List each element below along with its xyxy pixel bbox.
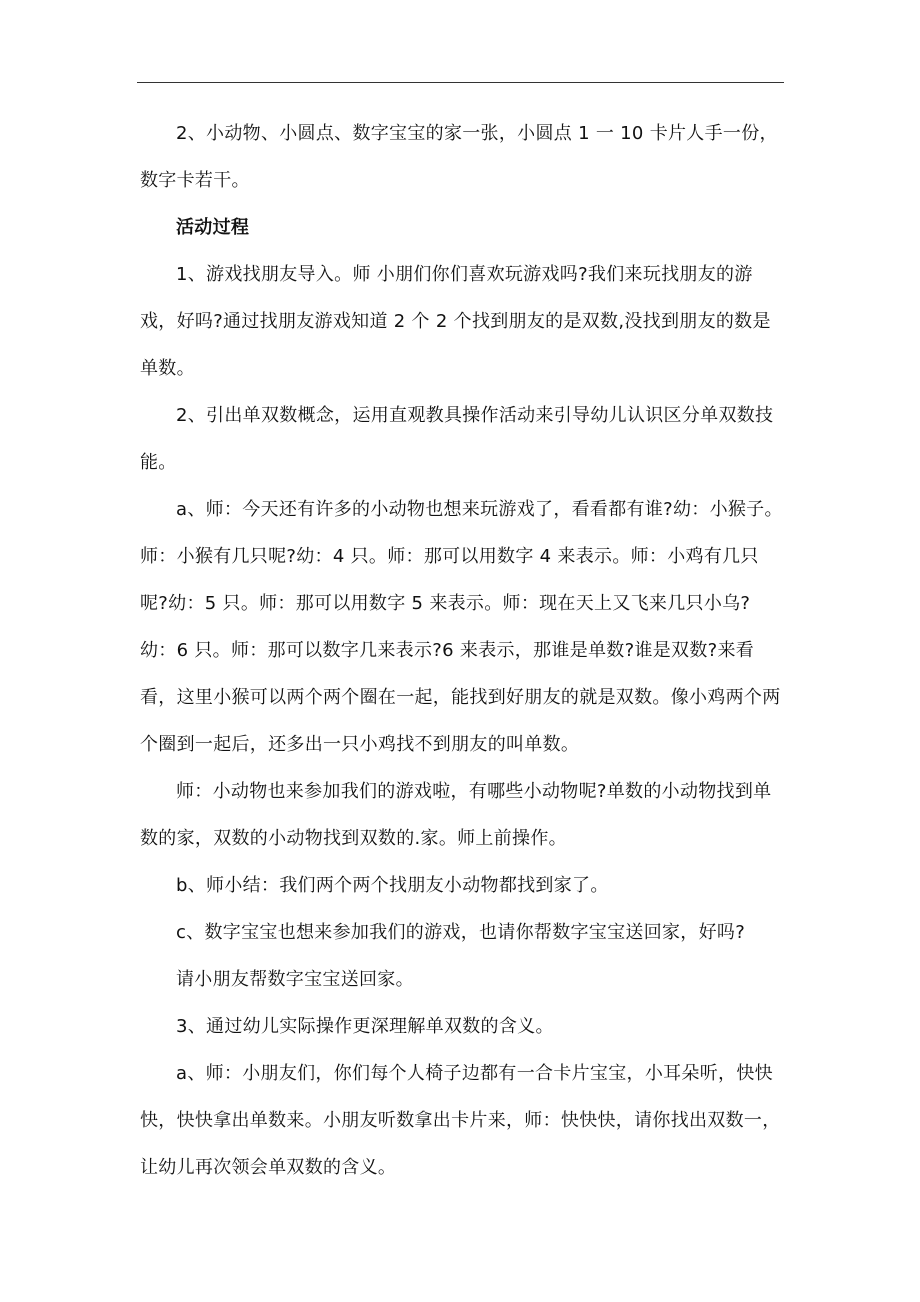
paragraph-materials: 2、小动物、小圆点、数字宝宝的家一张，小圆点 1 一 10 卡片人手一份，数字卡若干。 [140,123,778,191]
paragraph-send-home: 请小朋友帮数字宝宝送回家。 [176,969,414,990]
paragraph-step-2c: c、数字宝宝也想来参加我们的游戏，也请你帮数字宝宝送回家，好吗? [176,922,746,943]
paragraph-step-1: 1、游戏找朋友导入。师 小朋们你们喜欢玩游戏吗?我们来玩找朋友的游戏，好吗?通过找朋友游戏知道 2 个 2 个找到朋友的是双数,没找到朋友的数是单数。 [140,264,771,379]
paragraph-teacher-animals: 师：小动物也来参加我们的游戏啦，有哪些小动物呢?单数的小动物找到单数的家，双数的小动物找到双数的.家。师上前操作。 [140,781,772,849]
paragraph-step-2: 2、引出单双数概念，运用直观教具操作活动来引导幼儿认识区分单双数技能。 [140,405,774,473]
paragraph-step-3: 3、通过幼儿实际操作更深理解单双数的含义。 [176,1016,554,1037]
section-heading: 活动过程 [176,217,250,238]
paragraph-step-3a: a、师：小朋友们，你们每个人椅子边都有一合卡片宝宝，小耳朵听，快快快，快快拿出单数来。小朋友听数拿出卡片来，师：快快快，请你找出双数一，让幼儿再次领会单双数的含义。 [140,1063,781,1178]
paragraph-step-2b: b、师小结：我们两个两个找朋友小动物都找到家了。 [176,875,609,896]
document-body [140,110,785,1191]
header-rule [137,82,784,83]
paragraph-step-2a: a、师：今天还有许多的小动物也想来玩游戏了，看看都有谁?幼：小猴子。师：小猴有几只呢?幼：4 只。师：那可以用数字 4 来表示。师：小鸡有几只呢?幼：5 只。师：那可以用数字 5 来表示。师：现在天上又飞来几只小乌?幼：6 只。师：那可以数字几来表示?6 来表示，那谁是单数?谁是双数?来看看，这里小猴可以两个两个圈在一起，能找到好朋友的就是双数。像小鸡两个两个圈到一起后，还多出一只小鸡找不到朋友的叫单数。 [140,499,783,755]
